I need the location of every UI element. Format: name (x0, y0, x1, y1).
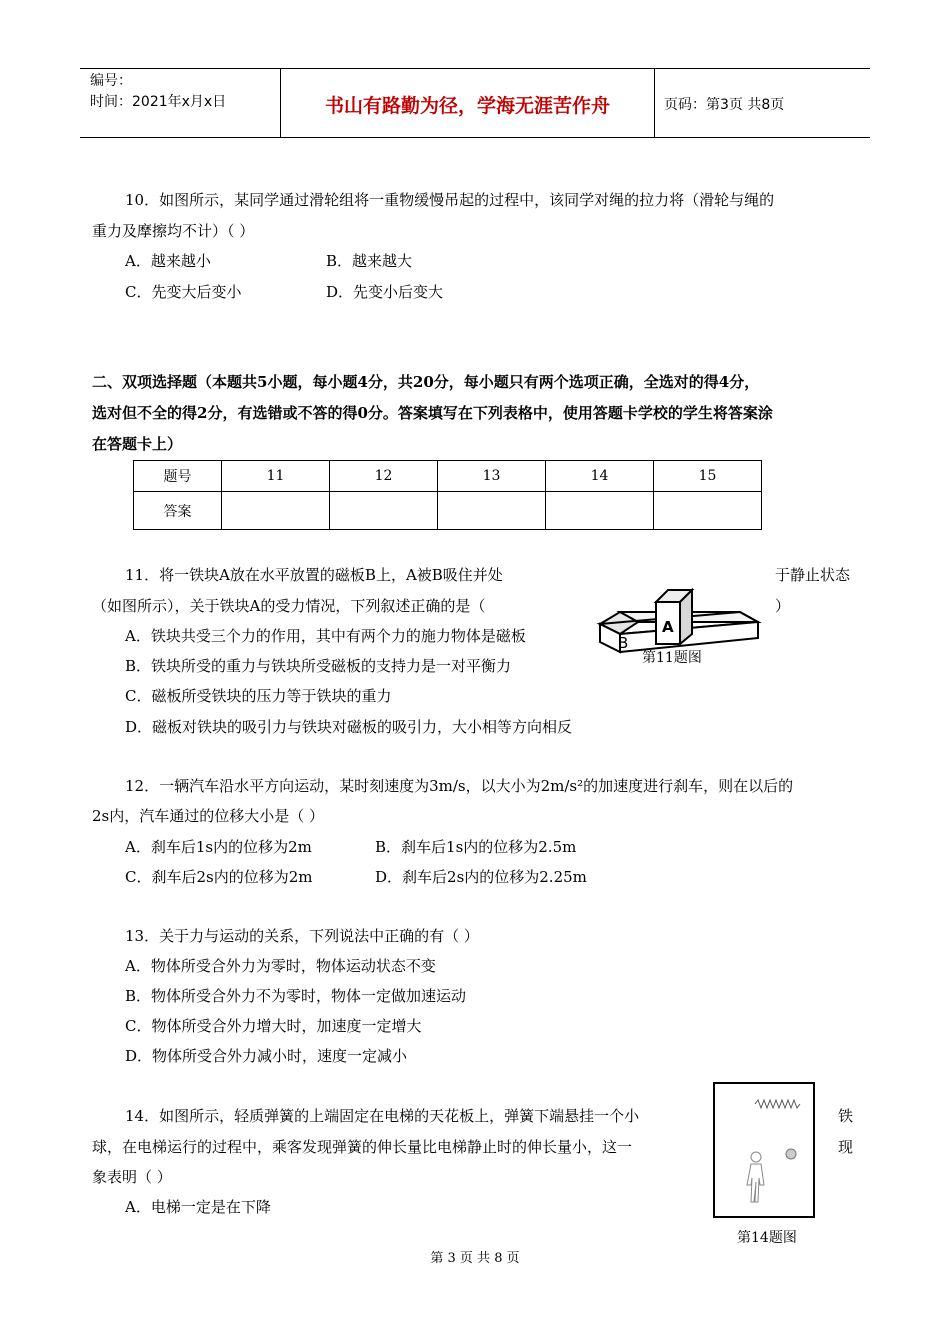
q11-option-a: A．铁块共受三个力的作用，其中有两个力的施力物体是磁板 (125, 627, 526, 645)
section2-heading-line2: 选对但不全的得2分，有选错或不答的得0分。答案填写在下列表格中，使用答题卡学校的学生将答案涂 (92, 404, 773, 422)
q11-option-b: B．铁块所受的重力与铁块所受磁板的支持力是一对平衡力 (125, 657, 512, 675)
header-divider (654, 69, 655, 137)
section2-heading-line3: 在答题卡上） (92, 435, 183, 453)
table-header-cell: 题号 (134, 461, 222, 492)
q11-stem-line2: （如图所示），关于铁块A的受力情况，下列叙述正确的是（ (92, 597, 486, 615)
question-number-cell: 13 (438, 461, 546, 492)
section2-heading-line1: 二、双项选择题（本题共5小题，每小题4分，共20分，每小题只有两个选项正确，全选对的得4分， (92, 373, 760, 391)
page-header (80, 68, 870, 138)
q14-option-a: A．电梯一定是在下降 (125, 1198, 271, 1216)
elevator-figure (713, 1082, 819, 1248)
block-label: A (662, 618, 674, 636)
header-motto: 书山有路勤为径，学海无涯苦作舟 (324, 95, 610, 117)
q11-option-c: C．磁板所受铁块的压力等于铁块的重力 (125, 687, 392, 705)
q12-option-a: A．刹车后1s内的位移为2m (125, 838, 312, 856)
q10-stem-line1: 10．如图所示，某同学通过滑轮组将一重物缓慢吊起的过程中，该同学对绳的拉力将（滑轮与绳的 (125, 191, 775, 209)
header-page-label: 页码：第3页 共8页 (664, 97, 785, 113)
q11-option-d: D．磁板对铁块的吸引力与铁块对磁板的吸引力，大小相等方向相反 (125, 718, 573, 736)
q14-stem-line2-tail: 现 (838, 1138, 854, 1156)
q11-stem-line2-tail: ） (775, 597, 791, 615)
answer-table-row (134, 492, 762, 530)
elevator-car (714, 1083, 814, 1217)
q10-option-d: D．先变小后变大 (326, 283, 444, 301)
question-number-cell: 15 (654, 461, 762, 492)
q12-option-d: D．刹车后2s内的位移为2.25m (375, 868, 587, 886)
page-footer: 第 3 页 共 8 页 (430, 1251, 520, 1266)
q12-stem-line1: 12．一辆汽车沿水平方向运动，某时刻速度为3m/s，以大小为2m/s²的加速度进行刹车，则在以后的 (125, 777, 794, 795)
question-number-cell: 14 (546, 461, 654, 492)
ball-icon (786, 1149, 796, 1159)
q10-stem-line2: 重力及摩擦均不计）（ ） (92, 222, 255, 240)
answer-cell[interactable] (330, 492, 438, 530)
serial-label: 编号： (90, 73, 132, 89)
q13-option-c: C．物体所受合外力增大时，加速度一定增大 (125, 1017, 422, 1035)
q14-stem-line1: 14．如图所示，轻质弹簧的上端固定在电梯的天花板上，弹簧下端悬挂一个小 (125, 1107, 640, 1125)
answer-cell[interactable] (438, 492, 546, 530)
answer-cell[interactable] (546, 492, 654, 530)
header-meta (90, 71, 226, 113)
magnet-board-figure (590, 582, 770, 668)
q14-stem-line1-tail: 铁 (838, 1107, 854, 1125)
q13-option-d: D．物体所受合外力减小时，速度一定减小 (125, 1047, 408, 1065)
q10-option-a: A．越来越小 (125, 252, 211, 270)
q10-option-b: B．越来越大 (326, 252, 413, 270)
q13-option-a: A．物体所受合外力为零时，物体运动状态不变 (125, 957, 436, 975)
table-header-cell: 答案 (134, 492, 222, 530)
board-label: B (618, 634, 629, 652)
question-number-cell: 11 (222, 461, 330, 492)
answer-table (133, 460, 762, 530)
q12-option-b: B．刹车后1s内的位移为2.5m (375, 838, 577, 856)
q11-stem-line1-tail: 于静止状态 (775, 566, 851, 584)
q14-stem-line2: 球，在电梯运行的过程中，乘客发现弹簧的伸长量比电梯静止时的伸长量小，这一 (92, 1138, 633, 1156)
q10-option-c: C．先变大后变小 (125, 283, 242, 301)
answer-cell[interactable] (654, 492, 762, 530)
answer-cell[interactable] (222, 492, 330, 530)
q13-stem: 13．关于力与运动的关系，下列说法中正确的有（ ） (125, 927, 479, 945)
q12-stem-line2: 2s内，汽车通过的位移大小是（ ） (92, 807, 325, 825)
answer-table-row (134, 461, 762, 492)
q11-stem-line1: 11．将一铁块A放在水平放置的磁板B上，A被B吸住并处 (125, 566, 503, 584)
q13-option-b: B．物体所受合外力不为零时，物体一定做加速运动 (125, 987, 467, 1005)
figure-caption: 第11题图 (642, 650, 702, 666)
date-label: 时间：2021年x月x日 (90, 94, 227, 110)
q12-option-c: C．刹车后2s内的位移为2m (125, 868, 313, 886)
figure-caption: 第14题图 (737, 1230, 797, 1246)
q14-stem-line3: 象表明（ ） (92, 1168, 172, 1186)
question-number-cell: 12 (330, 461, 438, 492)
